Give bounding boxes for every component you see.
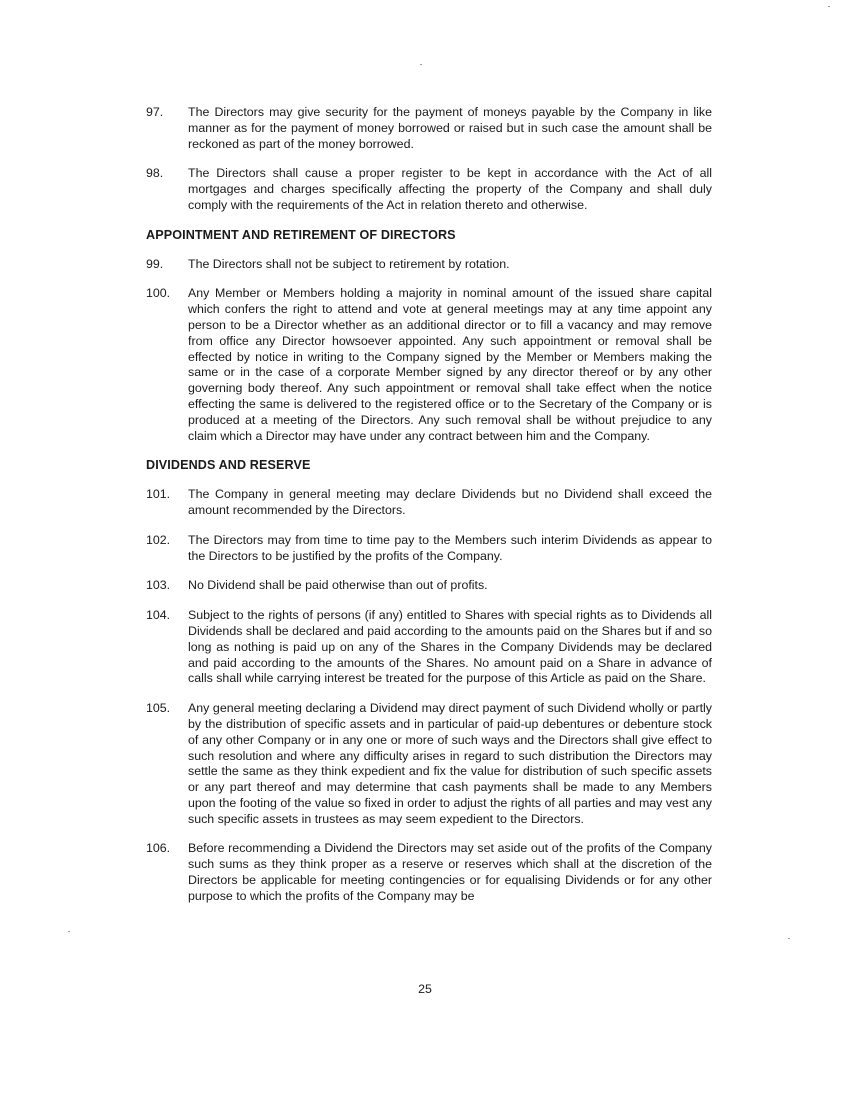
- article-103: [146, 578, 712, 594]
- section-heading-dividends: DIVIDENDS AND RESERVE: [146, 458, 311, 473]
- scan-speck: [788, 938, 790, 939]
- article-102: [146, 533, 712, 565]
- article-99: [146, 257, 712, 273]
- article-101: [146, 487, 712, 519]
- scan-speck: [828, 6, 830, 7]
- article-text: Any Member or Members holding a majority in nominal amount of the issued share capital which confers the right to attend and vote at general meetings may at any time appoint any person to be a Director whether as an additional director or to fill a vacancy and may remove from office any Director howsoever appointed. Any such appointment or removal shall be effected by notice in writing to the Company signed by the Member or Members making the same or in the case of a corporate Member signed by any director thereof or by any other governing body thereof. Any such appointment or removal shall take effect when the notice effecting the same is delivered to the registered office or to the Secretary of the Company or is produced at a meeting of the Directors. Any such removal shall be without prejudice to any claim which a Director may have under any contract between him and the Company.: [188, 286, 712, 443]
- article-97: [146, 105, 712, 152]
- article-number: 104.: [146, 608, 171, 623]
- article-number: 106.: [146, 841, 171, 856]
- article-text: The Directors may give security for the payment of moneys payable by the Company in like manner as for the payment of money borrowed or raised but in such case the amount shall be reckoned as part of the money borrowed.: [188, 105, 712, 151]
- article-number: 101.: [146, 487, 171, 502]
- article-number: 100.: [146, 286, 171, 301]
- article-text: The Directors may from time to time pay to the Members such interim Dividends as appear to the Directors to be justified by the profits of the Company.: [188, 532, 712, 563]
- section-heading-appointment: APPOINTMENT AND RETIREMENT OF DIRECTORS: [146, 227, 456, 242]
- page-number: 25: [418, 982, 432, 996]
- article-number: 99.: [146, 256, 164, 271]
- article-106: [146, 841, 712, 904]
- article-98: [146, 166, 712, 213]
- article-text: Subject to the rights of persons (if any) entitled to Shares with special rights as to Dividends all Dividends shall be declared and paid according to the amounts paid on the Shares but if and so long as nothing is paid up on any of the Shares in the Company Dividends may be declared and paid according to the amounts of the Shares. No amount paid on a Share in advance of calls shall while carrying interest be treated for the purpose of this Article as paid on the Share.: [188, 608, 712, 686]
- scan-speck: [68, 931, 70, 932]
- scan-speck: [420, 64, 422, 65]
- article-number: 98.: [146, 166, 164, 181]
- article-100: [146, 286, 712, 444]
- article-number: 105.: [146, 701, 171, 716]
- article-text: Before recommending a Dividend the Directors may set aside out of the profits of the Company such sums as they think proper as a reserve or reserves which shall at the discretion of the Directors be applicable for meeting contingencies or for equalising Dividends or for any other purpose to which the profits of the Company may be: [188, 841, 712, 903]
- article-text: No Dividend shall be paid otherwise than out of profits.: [188, 578, 488, 593]
- article-text: The Directors shall cause a proper register to be kept in accordance with the Act of all mortgages and charges specifically affecting the property of the Company and shall duly comply with the requirements of the Act in relation thereto and otherwise.: [188, 166, 712, 212]
- article-number: 102.: [146, 532, 171, 547]
- article-number: 97.: [146, 105, 164, 119]
- article-text: The Directors shall not be subject to retirement by rotation.: [188, 256, 510, 271]
- article-number: 103.: [146, 578, 171, 593]
- document-body: [146, 105, 712, 919]
- article-text: The Company in general meeting may declare Dividends but no Dividend shall exceed the amount recommended by the Directors.: [188, 487, 712, 517]
- article-104: [146, 608, 712, 687]
- article-text: Any general meeting declaring a Dividend may direct payment of such Dividend wholly or partly by the distribution of specific assets and in particular of paid-up debentures or debenture stock of any other Company or in any one or more of such ways and the Directors shall give effect to such resolution and where any difficulty arises in regard to such distribution the Directors may settle the same as they think expedient and fix the value for distribution of such specific assets or any part thereof and may determine that cash payments shall be made to any Members upon the footing of the value so fixed in order to adjust the rights of all parties and may vest any such specific assets in trustees as may seem expedient to the Directors.: [188, 701, 712, 826]
- article-105: [146, 701, 712, 827]
